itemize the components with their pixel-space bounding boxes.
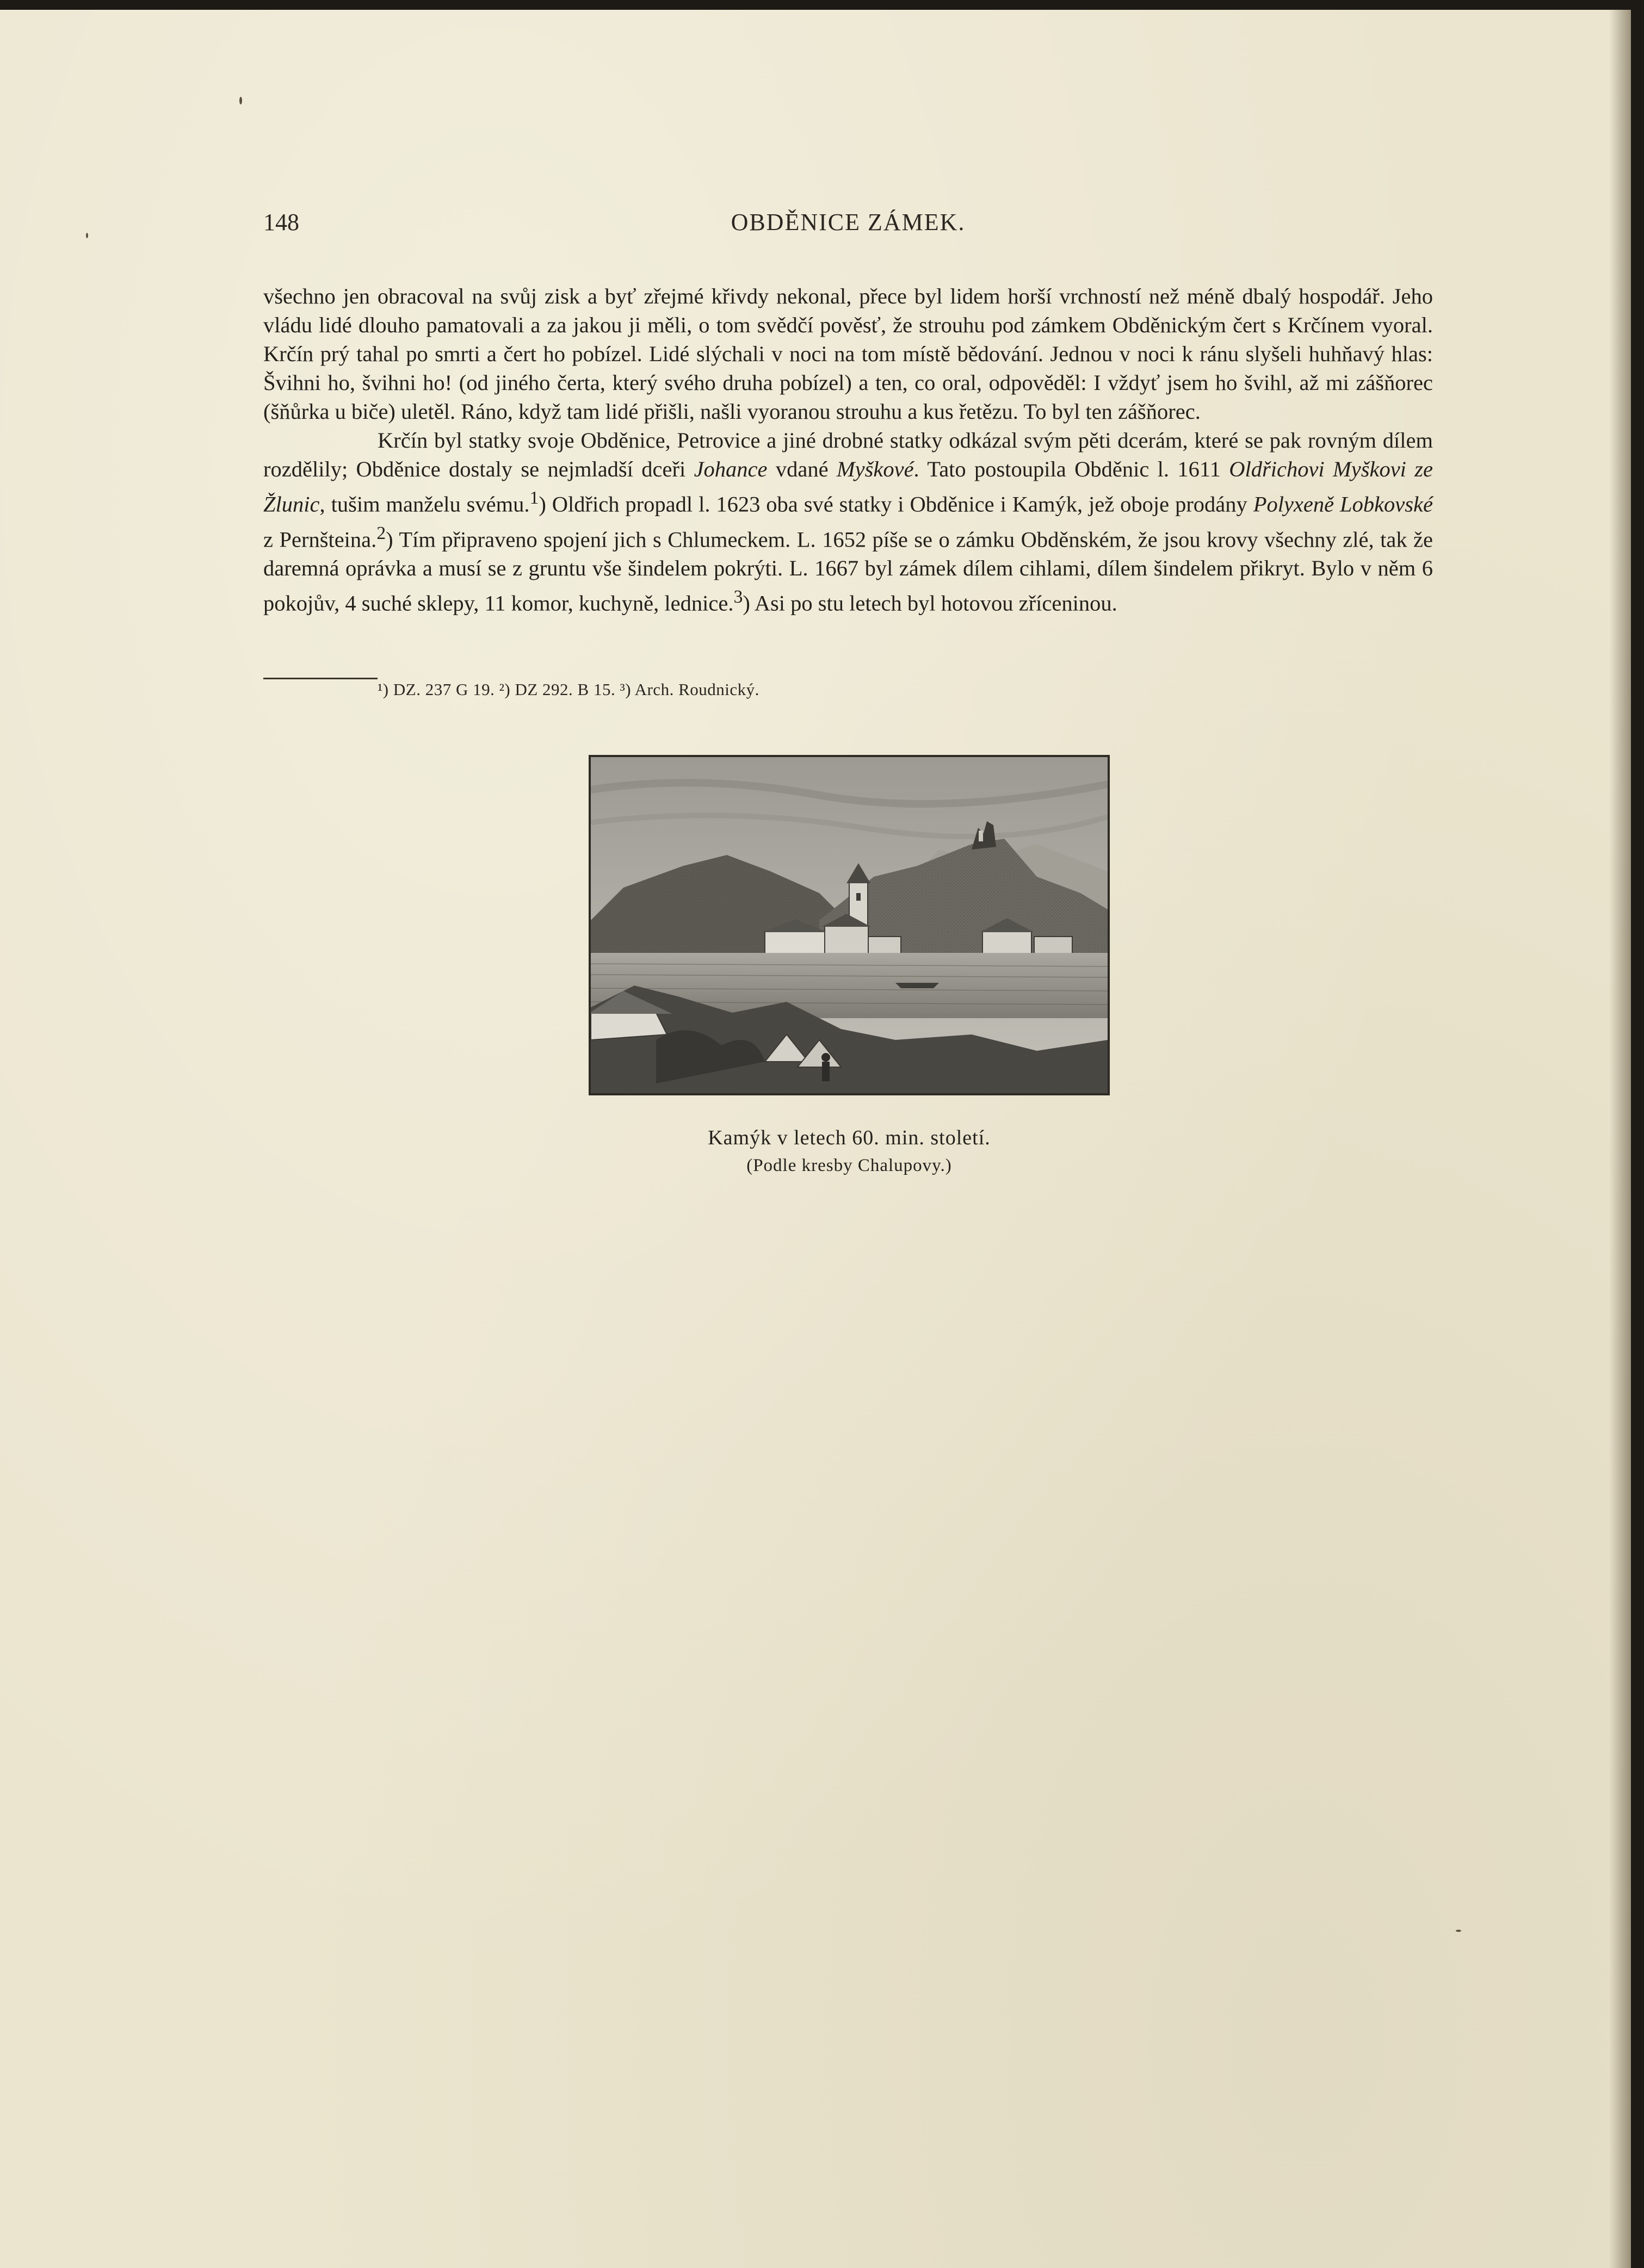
- page-header: [263, 208, 1433, 246]
- paragraph-2: [263, 426, 1433, 618]
- text-run: Krčín byl statky svoje Obděnice, Petrovice a jiné drobné statky odkázal svým pěti dcerám, které se pak rovným dílem rozdělily; Obděnice dostaly se nejmladší dceři: [263, 428, 1433, 481]
- figure-caption: [589, 1124, 1110, 1179]
- text-run: ) Asi po stu letech byl hotovou zříceninou.: [743, 591, 1117, 616]
- body-text: [263, 282, 1433, 618]
- paper-speck: [86, 233, 88, 238]
- running-title: OBDĚNICE ZÁMEK.: [731, 209, 966, 236]
- footnote-ref: 1: [529, 488, 539, 508]
- book-page: [0, 10, 1631, 2268]
- engraving-illustration: [589, 755, 1110, 1095]
- footnotes: ¹) DZ. 237 G 19. ²) DZ 292. B 15. ³) Arch. Roudnický.: [378, 680, 759, 699]
- text-run: vdané: [767, 457, 837, 481]
- page-spine-shadow: [1609, 10, 1631, 2268]
- paper-speck: [239, 97, 242, 104]
- text-run: ) Tím připraveno spojení jich s Chlumeckem. L. 1652 píše se o zámku Obděnském, že jsou krovy všechny zlé, tak že daremná oprávka a musí se z gruntu vše šindelem pokrýti. L. 1667 byl zámek dílem cihlami, dílem šindelem přikryt. Bylo v něm 6 pokojův, 4 suché sklepy, 11 komor, kuchyně, lednice.: [263, 527, 1433, 616]
- italic-name: Polyxeně Lobkovské: [1253, 492, 1433, 517]
- caption-source: (Podle kresby Chalupovy.): [746, 1156, 952, 1175]
- italic-name: Johance: [694, 457, 768, 481]
- footnote-ref: 2: [376, 523, 386, 543]
- text-run: ) Oldřich propadl l. 1623 oba své statky i Obděnice i Kamýk, jež oboje prodány: [539, 492, 1253, 517]
- text-run: , tušim manželu svému.: [319, 492, 530, 517]
- italic-name: Myškové: [836, 457, 914, 481]
- caption-title: Kamýk v letech 60. min. století.: [708, 1126, 991, 1149]
- text-run: . Tato postoupila Obděnic l. 1611: [913, 457, 1229, 481]
- footnote-rule: [263, 678, 378, 679]
- text-run: z Pernšteina.: [263, 527, 377, 551]
- paragraph-1: všechno jen obracoval na svůj zisk a byť zřejmé křivdy nekonal, přece byl lidem horší vrchností než méně dbalý hospodář. Jeho vládu lidé dlouho pamatovali a za jakou ji měli, o tom svědčí pověsť, že strouhu pod zámkem Obděnickým čert s Krčínem vyoral. Krčín prý tahal po smrti a čert ho pobízel. Lidé slýchali v noci na tom místě bědování. Jednou v noci k ránu slyšeli huhňavý hlas: Švihni ho, švihni ho! (od jiného čerta, který svého druha pobízel) a ten, co oral, odpověděl: I vždyť jsem ho švihl, až mi zášňorec (šňůrka u biče) uletěl. Ráno, když tam lidé přišli, našli vyoranou strouhu a kus řetězu. To byl ten zášňorec.: [263, 284, 1433, 424]
- paper-speck: [1456, 1930, 1461, 1932]
- footnote-ref: 3: [733, 587, 743, 607]
- italic-name: Oldřichovi Myškovi ze Žlunic: [263, 457, 1433, 517]
- landscape-engraving: [591, 757, 1108, 1093]
- page-number: 148: [263, 209, 299, 236]
